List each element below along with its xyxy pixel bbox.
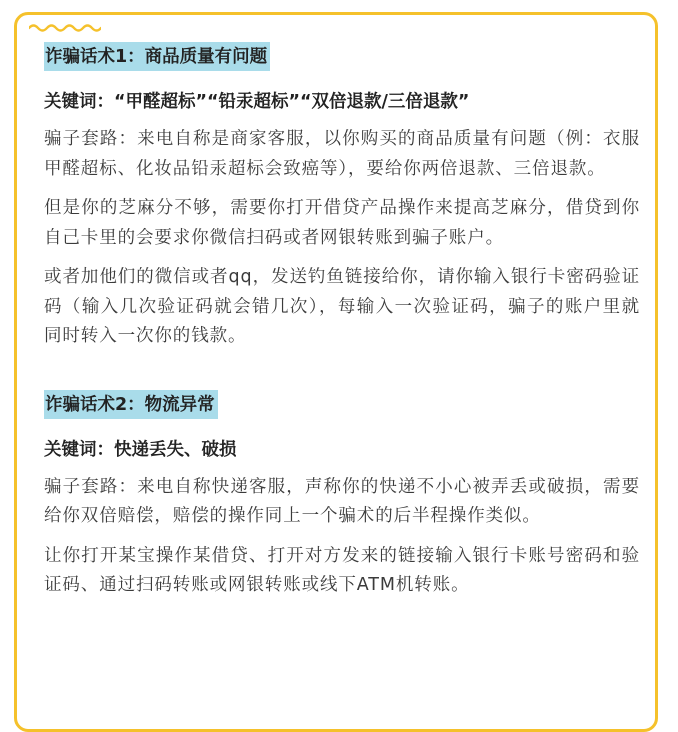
section-heading: 诈骗话术1：商品质量有问题 — [44, 42, 270, 71]
keywords-line: 关键词：“甲醛超标”“铅汞超标”“双倍退款/三倍退款” — [44, 92, 470, 112]
paragraph: 但是你的芝麻分不够，需要你打开借贷产品操作来提高芝麻分，借贷到你自己卡里的会要求你微信扫码或者网银转账到骗子账户。 — [44, 198, 640, 248]
article-content — [44, 40, 640, 601]
paragraph: 或者加他们的微信或者qq，发送钓鱼链接给你，请你输入银行卡密码验证码（输入几次验证码就会错几次），每输入一次验证码，骗子的账户里就同时转入一次你的钱款。 — [44, 267, 640, 346]
paragraph: 骗子套路：来电自称是商家客服，以你购买的商品质量有问题（例：衣服甲醛超标、化妆品铅汞超标会致癌等），要给你两倍退款、三倍退款。 — [44, 129, 640, 179]
scam-section-2 — [44, 388, 640, 601]
scam-section-1 — [44, 40, 640, 352]
wave-decoration-icon — [29, 23, 101, 33]
paragraph: 骗子套路：来电自称快递客服，声称你的快递不小心被弄丢或破损，需要给你双倍赔偿，赔偿的操作同上一个骗术的后半程操作类似。 — [44, 476, 640, 526]
section-heading: 诈骗话术2：物流异常 — [44, 390, 218, 419]
paragraph: 让你打开某宝操作某借贷、打开对方发来的链接输入银行卡账号密码和验证码、通过扫码转账或网银转账或线下ATM机转账。 — [44, 545, 640, 595]
keywords-line: 关键词：快递丢失、破损 — [44, 439, 237, 460]
